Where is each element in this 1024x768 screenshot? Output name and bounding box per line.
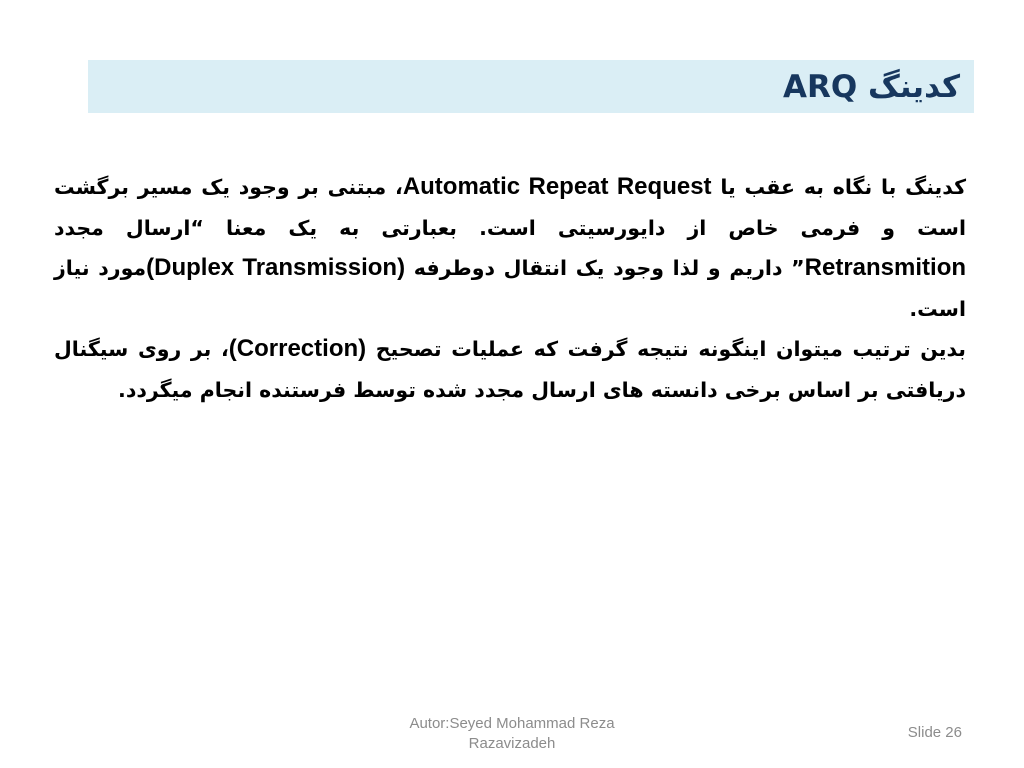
text-arq-intro: کدینگ با نگاه به عقب یا — [711, 175, 967, 199]
slide-title: کدینگ ARQ — [783, 68, 960, 105]
text-correction-intro: بدین ترتیب میتوان اینگونه نتیجه گرفت که عملیات تصحیح — [366, 337, 966, 361]
term-correction: (Correction) — [228, 335, 367, 362]
text-feedback-path: ، مبتنی بر وجود یک مسیر برگشت است و فرمی خاص از دایورسیتی است. بعبارتی به یک معنا “ارسال مجدد — [54, 175, 966, 240]
slide-number: Slide 26 — [907, 724, 962, 741]
paragraph-arq-definition — [54, 167, 966, 329]
term-duplex-transmission: (Duplex Transmission) — [146, 254, 406, 281]
text-correction-rest: ، بر روی سیگنال دریافتی بر اساس برخی دانسته های ارسال مجدد شده توسط فرستنده انجام میگردد. — [54, 337, 966, 402]
footer-author: Autor:Seyed Mohammad Reza Razavizadeh — [409, 715, 615, 752]
title-bar — [88, 60, 974, 113]
term-automatic-repeat-request: Automatic Repeat Request — [402, 173, 712, 200]
slide-body — [54, 167, 966, 410]
paragraph-correction — [54, 329, 966, 410]
text-two-way-link: ” داریم و لذا وجود یک انتقال دوطرفه — [405, 256, 805, 280]
text-is-required: مورد نیاز است. — [54, 256, 966, 321]
term-retransmition: Retransmition — [804, 254, 967, 281]
